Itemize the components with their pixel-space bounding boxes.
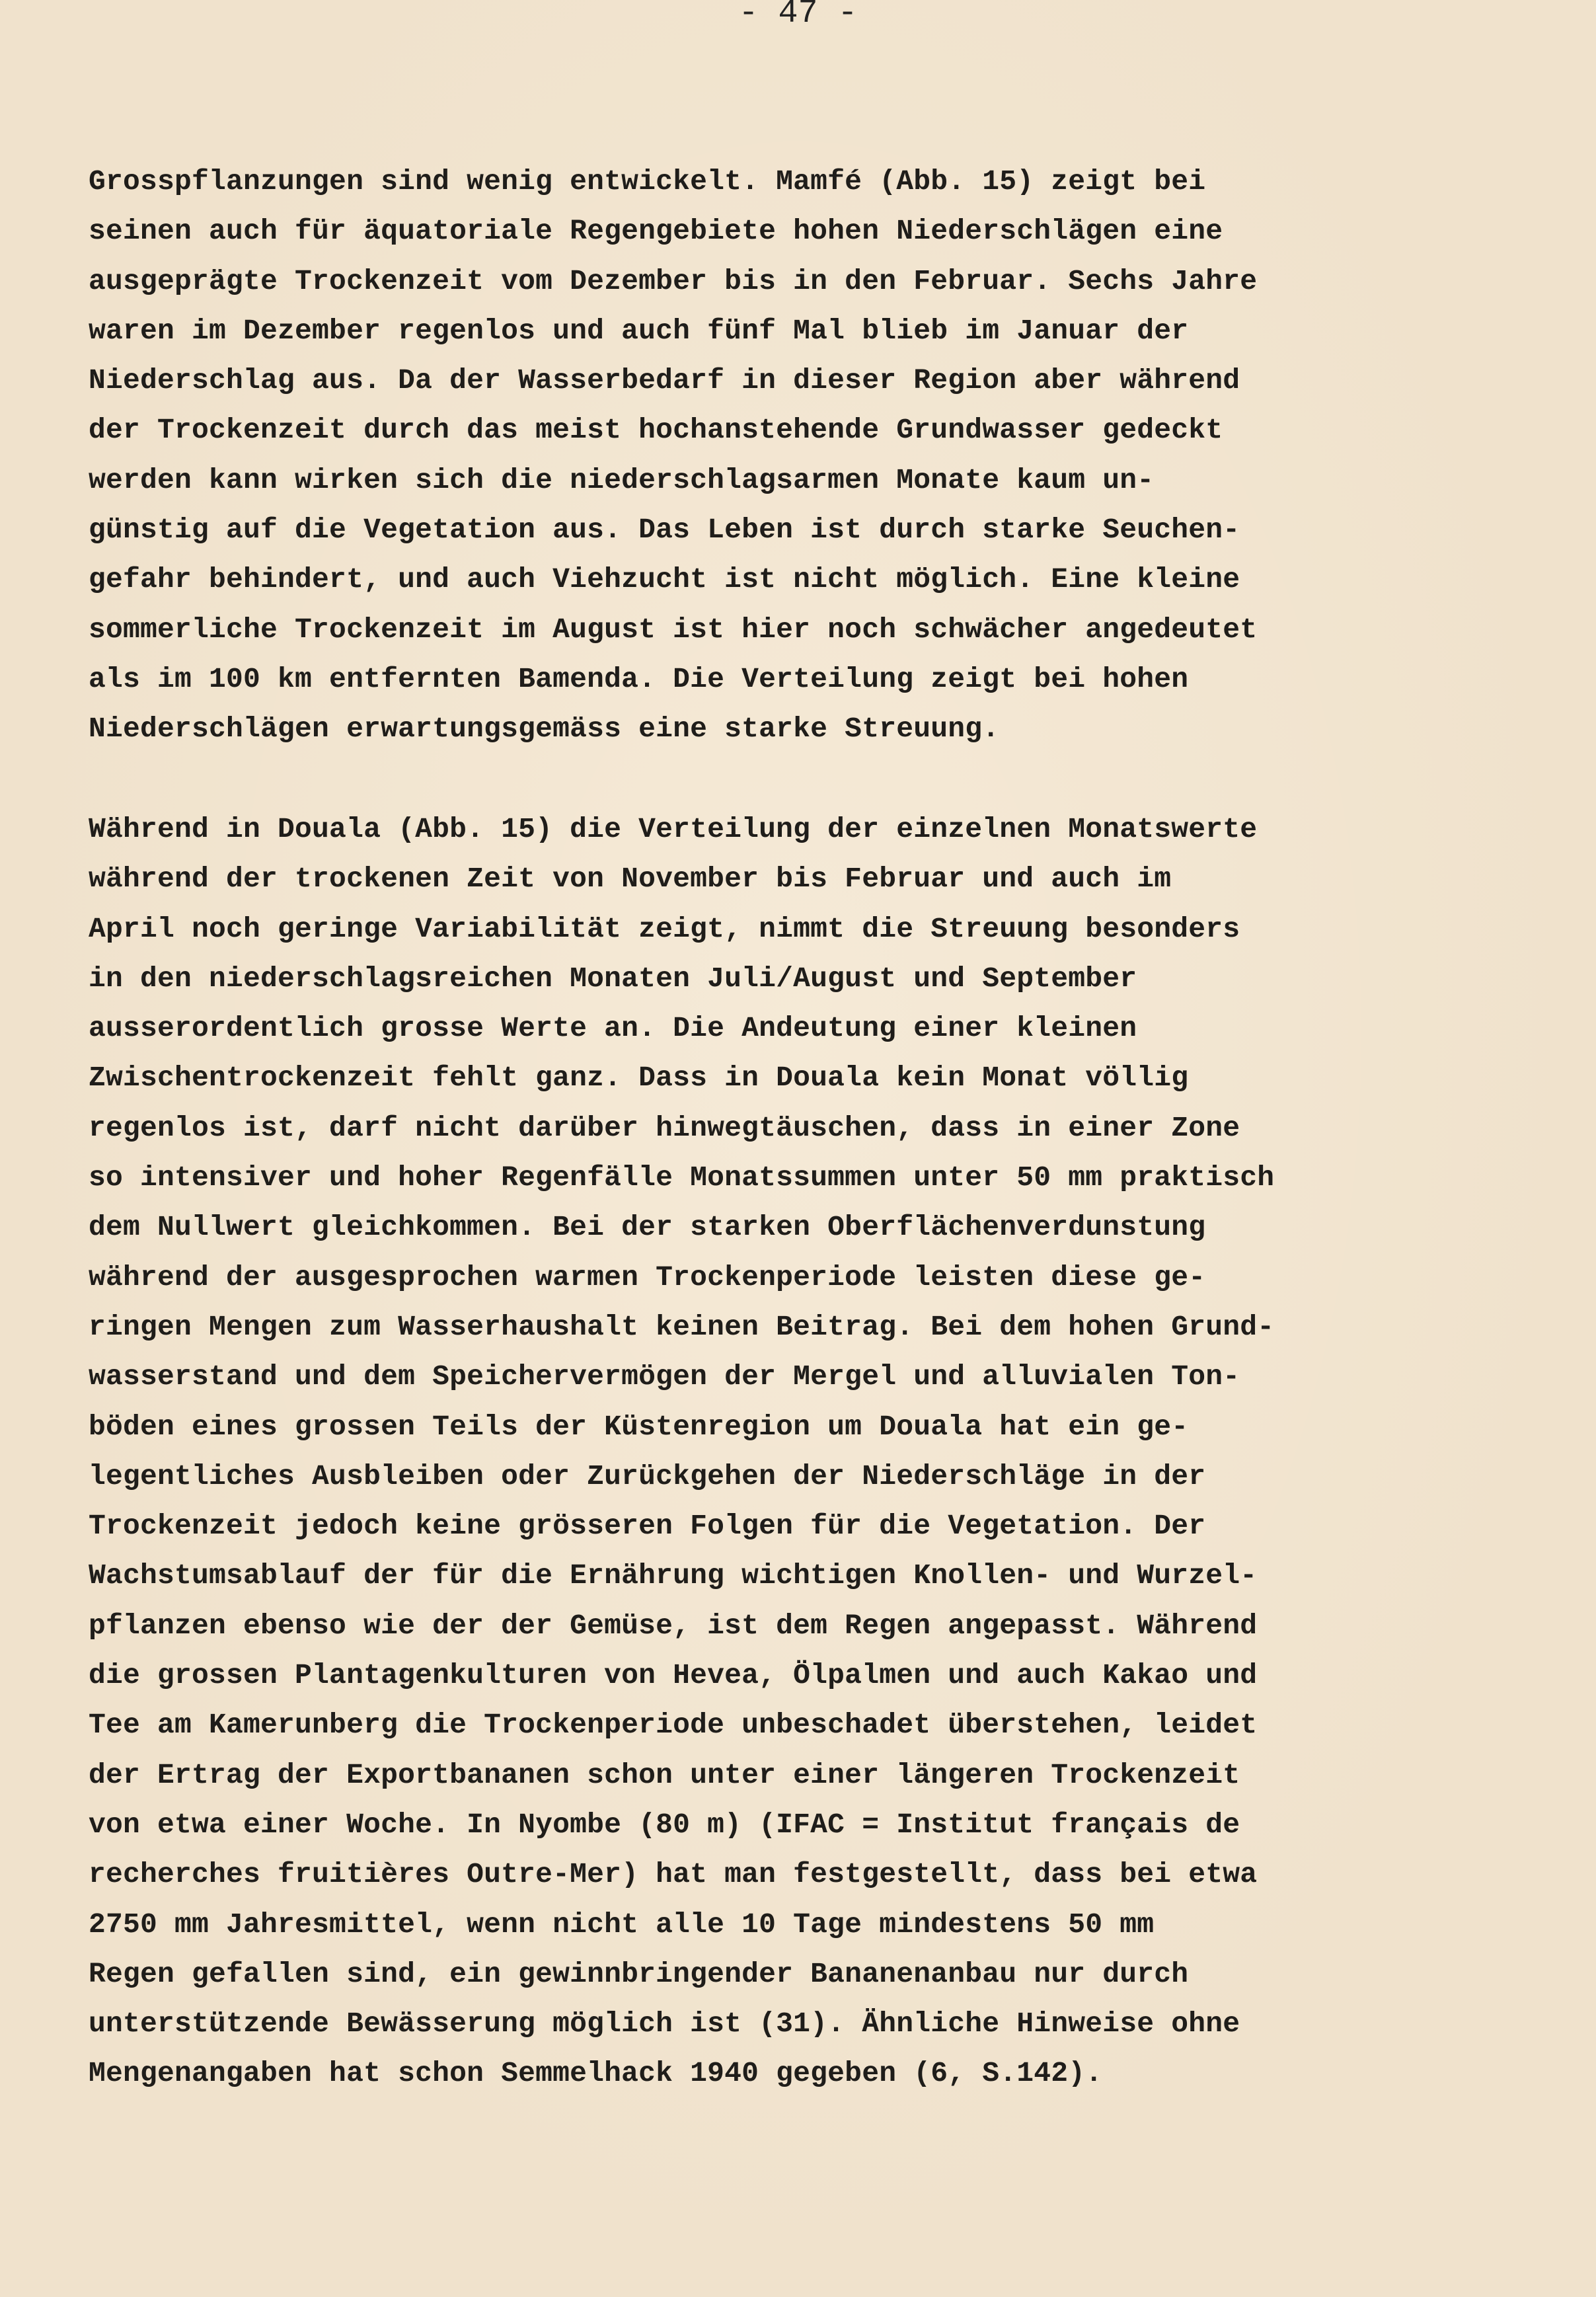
text-line: Wachstumsablauf der für die Ernährung wichtigen Knollen- und Wurzel- [89, 1559, 1258, 1592]
text-line: ausserordentlich grosse Werte an. Die Andeutung einer kleinen [89, 1012, 1137, 1045]
page-number: - 47 - [738, 0, 858, 32]
text-line: wasserstand und dem Speichervermögen der Mergel und alluvialen Ton- [89, 1360, 1240, 1393]
text-line: von etwa einer Woche. In Nyombe (80 m) (IFAC = Institut français de [89, 1808, 1240, 1841]
text-line: Mengenangaben hat schon Semmelhack 1940 gegeben (6, S.142). [89, 2057, 1103, 2090]
text-line: dem Nullwert gleichkommen. Bei der starken Oberflächenverdunstung [89, 1211, 1206, 1244]
text-line: Zwischentrockenzeit fehlt ganz. Dass in Douala kein Monat völlig [89, 1062, 1189, 1095]
text-line: böden eines grossen Teils der Küstenregion um Douala hat ein ge- [89, 1410, 1189, 1443]
paragraph-2 [89, 804, 1569, 2099]
text-line: während der ausgesprochen warmen Trockenperiode leisten diese ge- [89, 1261, 1206, 1294]
text-line: Tee am Kamerunberg die Trockenperiode unbeschadet überstehen, leidet [89, 1709, 1258, 1742]
text-line: in den niederschlagsreichen Monaten Juli/August und September [89, 962, 1137, 995]
text-line: der Ertrag der Exportbananen schon unter einer längeren Trockenzeit [89, 1758, 1240, 1791]
text-line: als im 100 km entfernten Bamenda. Die Verteilung zeigt bei hohen [89, 662, 1189, 695]
text-line: Niederschlag aus. Da der Wasserbedarf in dieser Region aber während [89, 364, 1240, 397]
text-line: unterstützende Bewässerung möglich ist (31). Ähnliche Hinweise ohne [89, 2007, 1240, 2041]
text-line: ausgeprägte Trockenzeit vom Dezember bis in den Februar. Sechs Jahre [89, 264, 1258, 297]
text-line: Trockenzeit jedoch keine grösseren Folgen für die Vegetation. Der [89, 1510, 1206, 1543]
text-line: günstig auf die Vegetation aus. Das Leben ist durch starke Seuchen- [89, 514, 1240, 547]
text-line: so intensiver und hoher Regenfälle Monatssummen unter 50 mm praktisch [89, 1161, 1275, 1194]
text-line: ringen Mengen zum Wasserhaushalt keinen Beitrag. Bei dem hohen Grund- [89, 1310, 1275, 1343]
text-line: seinen auch für äquatoriale Regengebiete hohen Niederschlägen eine [89, 215, 1223, 248]
text-line: recherches fruitières Outre-Mer) hat man festgestellt, dass bei etwa [89, 1858, 1258, 1891]
text-line: waren im Dezember regenlos und auch fünf Mal blieb im Januar der [89, 314, 1189, 347]
text-line: während der trockenen Zeit von November bis Februar und auch im [89, 863, 1172, 896]
text-line: der Trockenzeit durch das meist hochanstehende Grundwasser gedeckt [89, 414, 1223, 447]
text-line: werden kann wirken sich die niederschlagsarmen Monate kaum un- [89, 463, 1155, 496]
text-line: Grosspflanzungen sind wenig entwickelt. Mamfé (Abb. 15) zeigt bei [89, 165, 1206, 198]
text-line: die grossen Plantagenkulturen von Hevea, Ölpalmen und auch Kakao und [89, 1659, 1258, 1692]
text-line: Niederschlägen erwartungsgemäss eine starke Streuung. [89, 713, 1000, 746]
text-line: 2750 mm Jahresmittel, wenn nicht alle 10 Tage mindestens 50 mm [89, 1908, 1155, 1941]
text-line: legentliches Ausbleiben oder Zurückgehen der Niederschläge in der [89, 1460, 1206, 1493]
text-line: gefahr behindert, und auch Viehzucht ist nicht möglich. Eine kleine [89, 563, 1240, 596]
text-line: pflanzen ebenso wie der der Gemüse, ist dem Regen angepasst. Während [89, 1609, 1258, 1642]
paragraph-1 [89, 157, 1569, 754]
text-line: sommerliche Trockenzeit im August ist hier noch schwächer angedeutet [89, 613, 1258, 646]
text-line: Während in Douala (Abb. 15) die Verteilung der einzelnen Monatswerte [89, 813, 1258, 845]
text-line: Regen gefallen sind, ein gewinnbringender Bananenanbau nur durch [89, 1957, 1189, 1990]
text-line: April noch geringe Variabilität zeigt, nimmt die Streuung besonders [89, 912, 1240, 945]
text-line: regenlos ist, darf nicht darüber hinwegtäuschen, dass in einer Zone [89, 1111, 1240, 1144]
